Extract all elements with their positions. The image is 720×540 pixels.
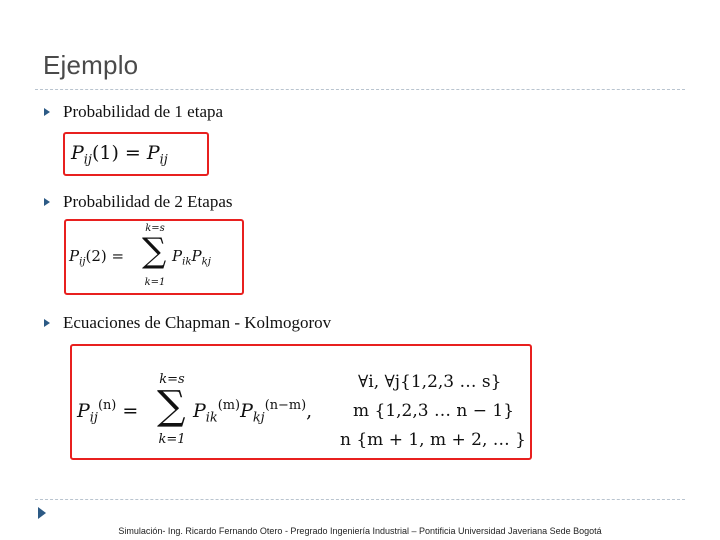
bullet-text: Probabilidad de 1 etapa bbox=[63, 102, 224, 121]
ck-condition-m: m {1,2,3 … n − 1} bbox=[353, 401, 515, 421]
bullet-item bbox=[44, 313, 331, 333]
ck-sum-upper-limit: k=s bbox=[159, 372, 185, 387]
slide-title: Ejemplo bbox=[43, 50, 139, 80]
bullet-arrow-icon bbox=[44, 319, 50, 327]
ck-summation-symbol: ∑ bbox=[157, 383, 186, 429]
bullet-item bbox=[44, 192, 233, 212]
slide-footer: Simulación- Ing. Ricardo Fernando Otero - Pregrado Ingeniería Industrial – Pontificia Universidad Javeriana Sede Bogotá bbox=[118, 526, 602, 536]
formula-one-step: $P_{ij}(1) = P_{ij}$ bbox=[71, 142, 168, 168]
bullet-text: Ecuaciones de Chapman - Kolmogorov bbox=[63, 313, 332, 332]
formula-box-one-step bbox=[63, 132, 209, 176]
sum-upper-limit: k=s bbox=[145, 223, 165, 234]
sum-lower-limit: k=1 bbox=[144, 277, 166, 288]
ck-condition-n: n {m + 1, m + 2, … } bbox=[340, 430, 526, 450]
ck-sum-lower-limit: k=1 bbox=[158, 432, 186, 447]
ck-lhs: $P_{ij}^{(n)}$ = bbox=[77, 398, 139, 426]
footer-arrow-icon bbox=[38, 507, 46, 519]
bullet-text: Probabilidad de 2 Etapas bbox=[63, 192, 233, 211]
summation-symbol: ∑ bbox=[142, 231, 167, 271]
title-divider bbox=[35, 89, 685, 90]
bullet-arrow-icon bbox=[44, 198, 50, 206]
ck-condition-ij: ∀i, ∀j{1,2,3 … s} bbox=[358, 372, 502, 392]
bullet-arrow-icon bbox=[44, 108, 50, 116]
footer-divider bbox=[35, 499, 685, 500]
formula-box-chapman-kolmogorov bbox=[70, 344, 532, 460]
formula-two-step-lhs: $P_{ij}(2)$ = bbox=[69, 247, 125, 268]
formula-box-two-step bbox=[64, 219, 244, 295]
formula-two-step-terms: $P_{ik}P_{kj}$ bbox=[172, 247, 211, 268]
ck-terms: $P_{ik}^{(m)}P_{kj}^{(n-m)}$, bbox=[193, 398, 313, 426]
bullet-item bbox=[44, 102, 223, 122]
